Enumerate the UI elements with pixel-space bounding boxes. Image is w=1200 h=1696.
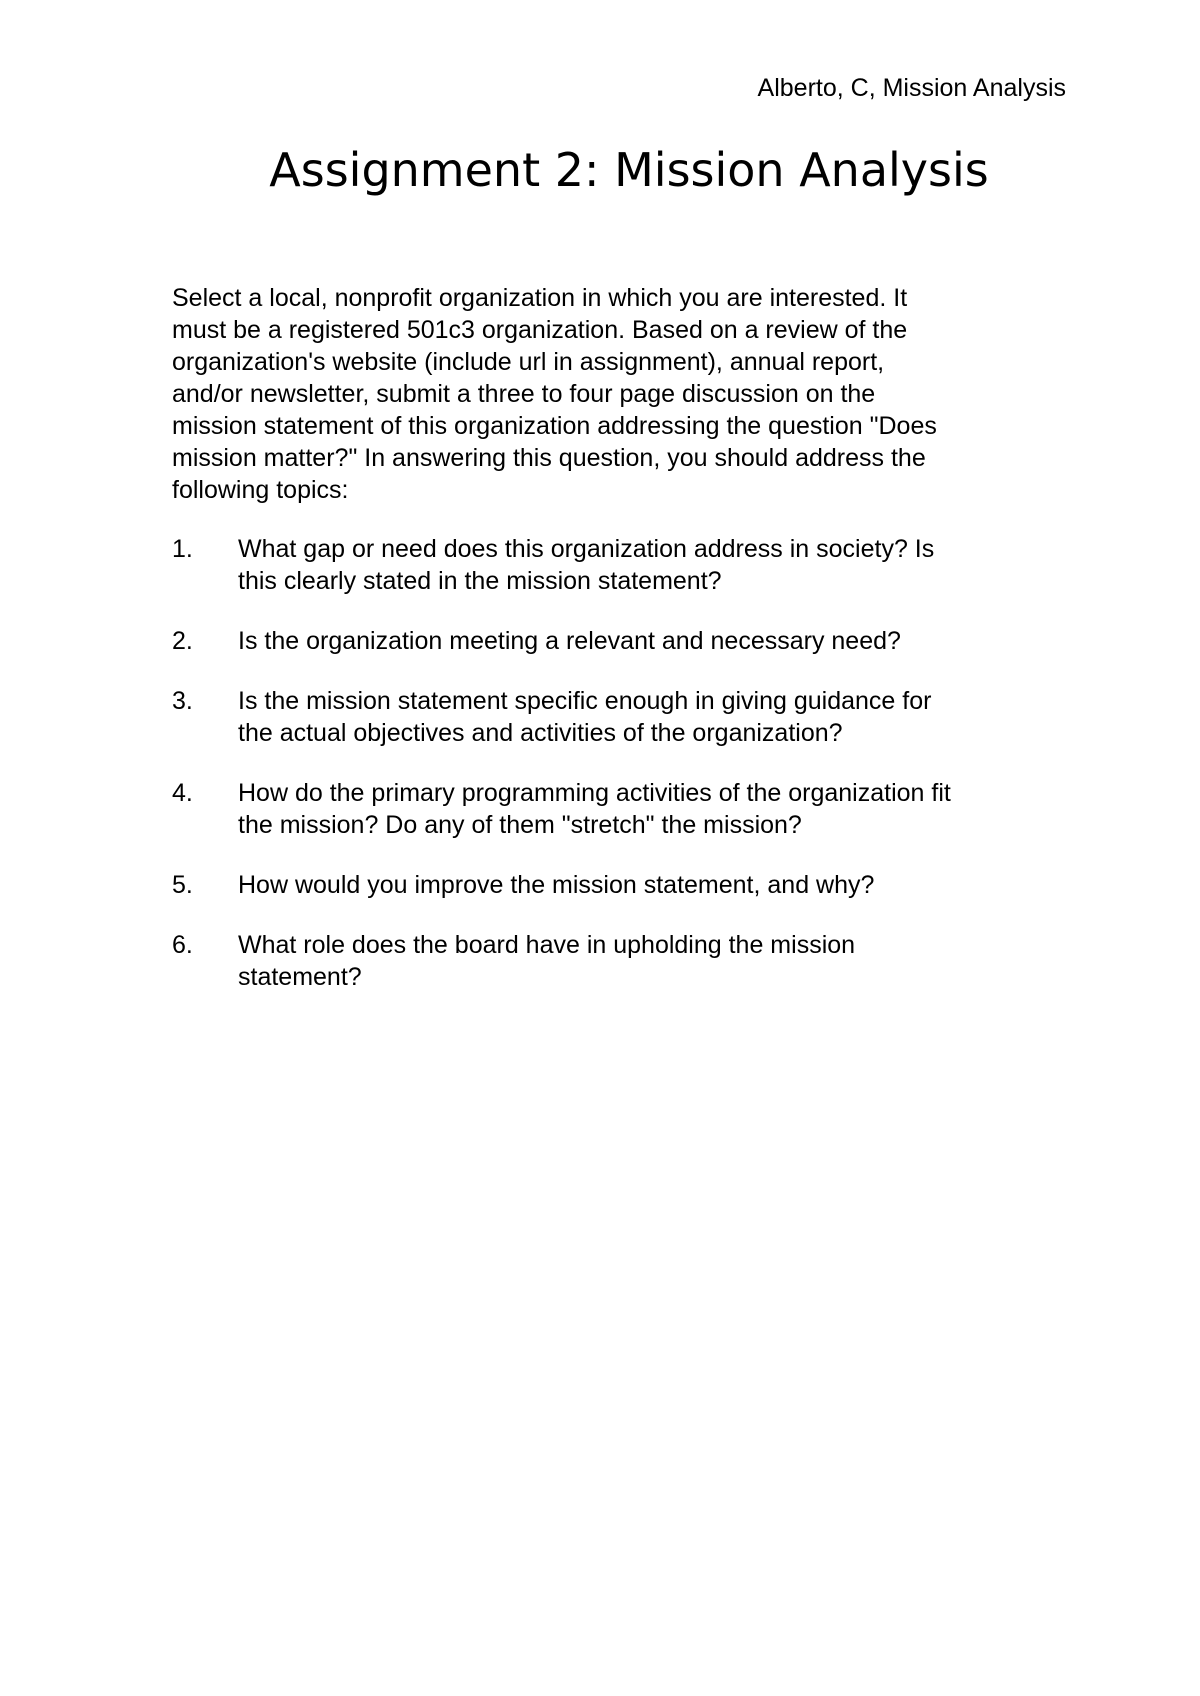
running-header: Alberto, C, Mission Analysis (757, 74, 1066, 102)
question-line: the mission? Do any of them "stretch" the mission? (238, 811, 802, 839)
question-number: 5. (172, 871, 193, 899)
question-line: Is the mission statement specific enough in giving guidance for (238, 687, 932, 715)
question-item (172, 929, 1072, 993)
question-line: statement? (238, 963, 362, 991)
question-line: How do the primary programming activities of the organization fit (238, 779, 951, 807)
question-number: 2. (172, 627, 193, 655)
question-item (172, 533, 1072, 597)
intro-line: organization's website (include url in assignment), annual report, (172, 348, 885, 376)
question-text (238, 685, 1072, 749)
question-line: Is the organization meeting a relevant and necessary need? (238, 627, 901, 655)
question-item (172, 685, 1072, 749)
question-line: the actual objectives and activities of the organization? (238, 719, 843, 747)
intro-line: following topics: (172, 476, 349, 504)
question-text (238, 869, 1072, 901)
question-item (172, 625, 1072, 657)
question-line: this clearly stated in the mission statement? (238, 567, 722, 595)
question-list (172, 533, 1072, 1021)
question-line: What gap or need does this organization address in society? Is (238, 535, 935, 563)
question-text (238, 929, 1072, 993)
question-text (238, 533, 1072, 597)
question-item (172, 869, 1072, 901)
intro-line: mission statement of this organization addressing the question "Does (172, 412, 937, 440)
question-number: 4. (172, 779, 193, 807)
question-item (172, 777, 1072, 841)
question-text (238, 625, 1072, 657)
intro-line: and/or newsletter, submit a three to four page discussion on the (172, 380, 876, 408)
question-number: 3. (172, 687, 193, 715)
question-text (238, 777, 1072, 841)
intro-line: Select a local, nonprofit organization in which you are interested. It (172, 284, 908, 312)
question-number: 6. (172, 931, 193, 959)
question-line: What role does the board have in upholding the mission (238, 931, 856, 959)
intro-line: must be a registered 501c3 organization. Based on a review of the (172, 316, 908, 344)
question-line: How would you improve the mission statement, and why? (238, 871, 875, 899)
assignment-title: Assignment 2: Mission Analysis (269, 143, 989, 197)
intro-paragraph (172, 282, 1032, 506)
intro-line: mission matter?" In answering this question, you should address the (172, 444, 926, 472)
question-number: 1. (172, 535, 193, 563)
